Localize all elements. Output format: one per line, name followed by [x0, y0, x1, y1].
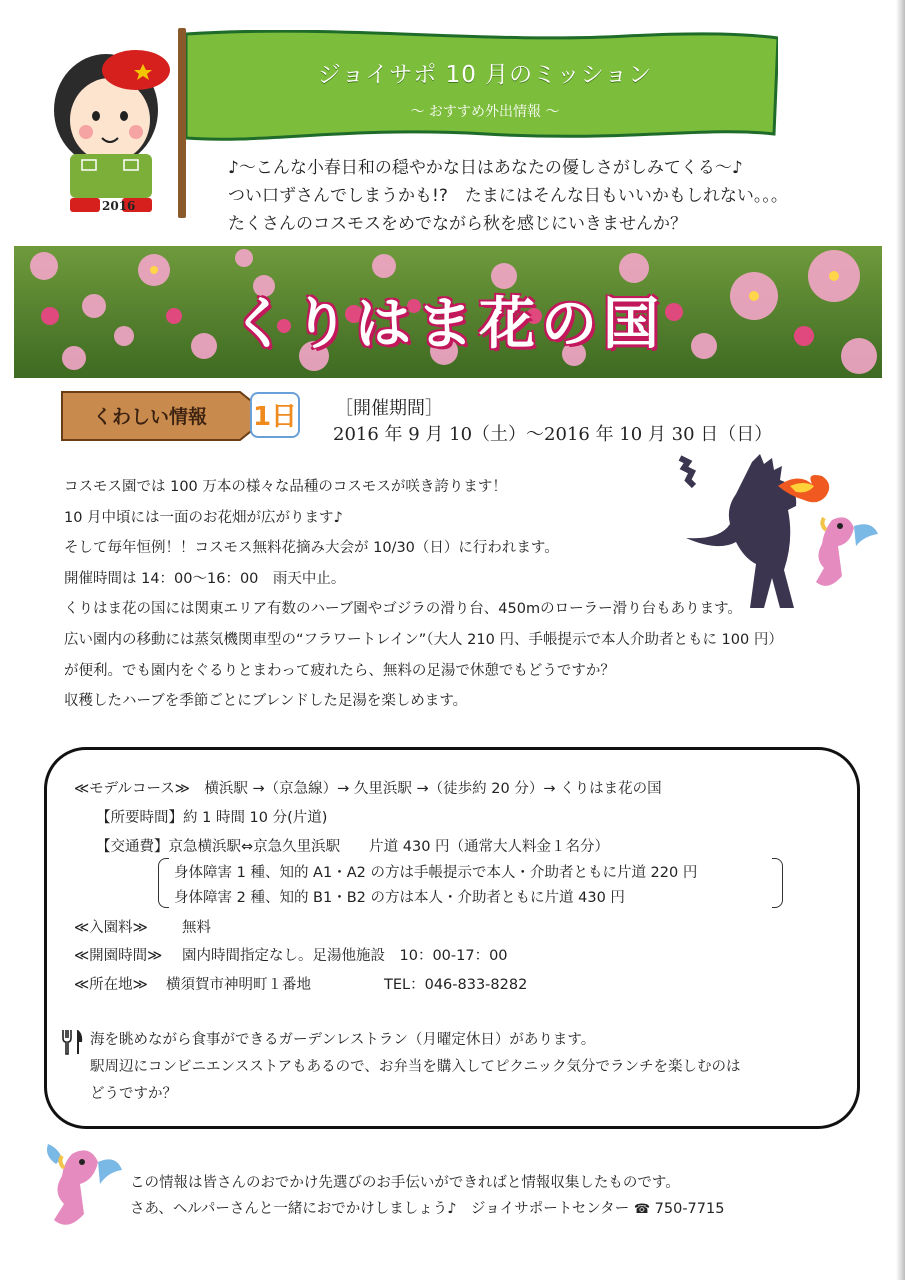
- details-tag-label: くわしい情報: [92, 406, 207, 428]
- address-value: 横須賀市神明町１番地: [166, 977, 311, 993]
- description-line: 収穫したハーブを季節ごとにブレンドした足湯を楽しめます。: [64, 693, 468, 710]
- hours-label: ≪開園時間≫: [74, 948, 163, 964]
- period-label: ［開催期間］: [335, 398, 443, 419]
- period-dates: 2016 年 9 月 10（土）〜2016 年 10 月 30 日（日）: [333, 424, 773, 445]
- fare: 【交通費】京急横浜駅⇔京急久里浜駅 片道 430 円（通常大人料金１名分）: [96, 839, 610, 855]
- intro-line: つい口ずさんでしまうかも!? たまにはそんな日もいいかもしれない。。。: [228, 186, 788, 206]
- footer-phone: 750-7715: [654, 1201, 725, 1217]
- fare-note: 身体障害 1 種、知的 A1・A2 の方は手帳提示で本人・介助者ともに片道 220 円: [174, 865, 698, 881]
- intro-line: ♪〜こんな小春日和の穏やかな日はあなたの優しさがしみてくる〜♪: [228, 158, 743, 178]
- address-label: ≪所在地≫: [74, 977, 148, 993]
- model-course-route: ≪モデルコース≫ 横浜駅 →（京急線）→ 久里浜駅 →（徒歩約 20 分）→ くりはま花の国: [74, 781, 662, 797]
- description-line: 広い園内の移動には蒸気機関車型の“フラワートレイン”（大人 210 円、手帳提示で本人介助者ともに 100 円）: [64, 631, 783, 648]
- scan-edge-shadow: [896, 0, 905, 1280]
- fare-note: 身体障害 2 種、知的 B1・B2 の方は本人・介助者ともに片道 430 円: [174, 890, 625, 906]
- description-line: 10 月中頃には一面のお花畑が広がります♪: [64, 509, 343, 526]
- fare-note-bracket-right: [772, 858, 783, 908]
- banner-title: くりはま花の国: [231, 292, 665, 357]
- time-required: 【所要時間】約 1 時間 10 分(片道): [96, 810, 328, 826]
- flag-pole: [178, 28, 186, 218]
- fare-note-bracket-left: [158, 858, 169, 908]
- restaurant-info: 駅周辺にコンビニエンスストアもあるので、お弁当を購入してピクニック気分でランチを楽しむのは: [90, 1059, 741, 1075]
- intro-text: [228, 154, 888, 238]
- intro-line: たくさんのコスモスをめでながら秋を感じにいきませんか？: [228, 214, 687, 234]
- page-subtitle: 〜 おすすめ外出情報 〜: [410, 104, 560, 120]
- mascot-year: 2016: [102, 199, 136, 213]
- footer-line: さあ、ヘルパーさんと一緒におでかけしましょう♪ ジョイサポートセンター: [130, 1201, 630, 1217]
- footer-note: [130, 1170, 724, 1223]
- mascot-illustration: [48, 40, 188, 220]
- hours-value: 園内時間指定なし。足湯他施設 10：00-17：00: [182, 948, 508, 964]
- tel-number: TEL：046-833-8282: [384, 977, 528, 993]
- description-line: そして毎年恒例！！コスモス無料花摘み大会が 10/30（日）に行われます。: [64, 540, 559, 557]
- fork-knife-icon: [60, 1028, 86, 1056]
- footer-line: この情報は皆さんのおでかけ先選びのお手伝いができればと情報収集したものです。: [130, 1175, 680, 1191]
- admission-label: ≪入園料≫: [74, 920, 148, 936]
- telephone-icon: ☎: [633, 1202, 651, 1217]
- admission-value: 無料: [182, 920, 211, 936]
- day-badge-label: 1日: [252, 402, 298, 432]
- description: [64, 472, 864, 717]
- restaurant-info: どうですか？: [90, 1086, 177, 1102]
- description-line: コスモス園では 100 万本の様々な品種のコスモスが咲き誇ります！: [64, 479, 507, 495]
- dragon-illustration: [42, 1140, 124, 1230]
- description-line: くりはま花の国には関東エリア有数のハーブ園やゴジラの滑り台、450mのローラー滑り台もあります。: [64, 601, 742, 618]
- restaurant-info: 海を眺めながら食事ができるガーデンレストラン（月曜定休日）があります。: [90, 1032, 596, 1048]
- description-line: 開催時間は 14：00〜16：00 雨天中止。: [64, 570, 346, 587]
- page-title: ジョイサポ 10 月のミッション: [317, 62, 653, 88]
- description-line: が便利。でも園内をぐるりとまわって疲れたら、無料の足湯で休憩でもどうですか？: [64, 662, 615, 679]
- footer-line-contact: [130, 1196, 724, 1223]
